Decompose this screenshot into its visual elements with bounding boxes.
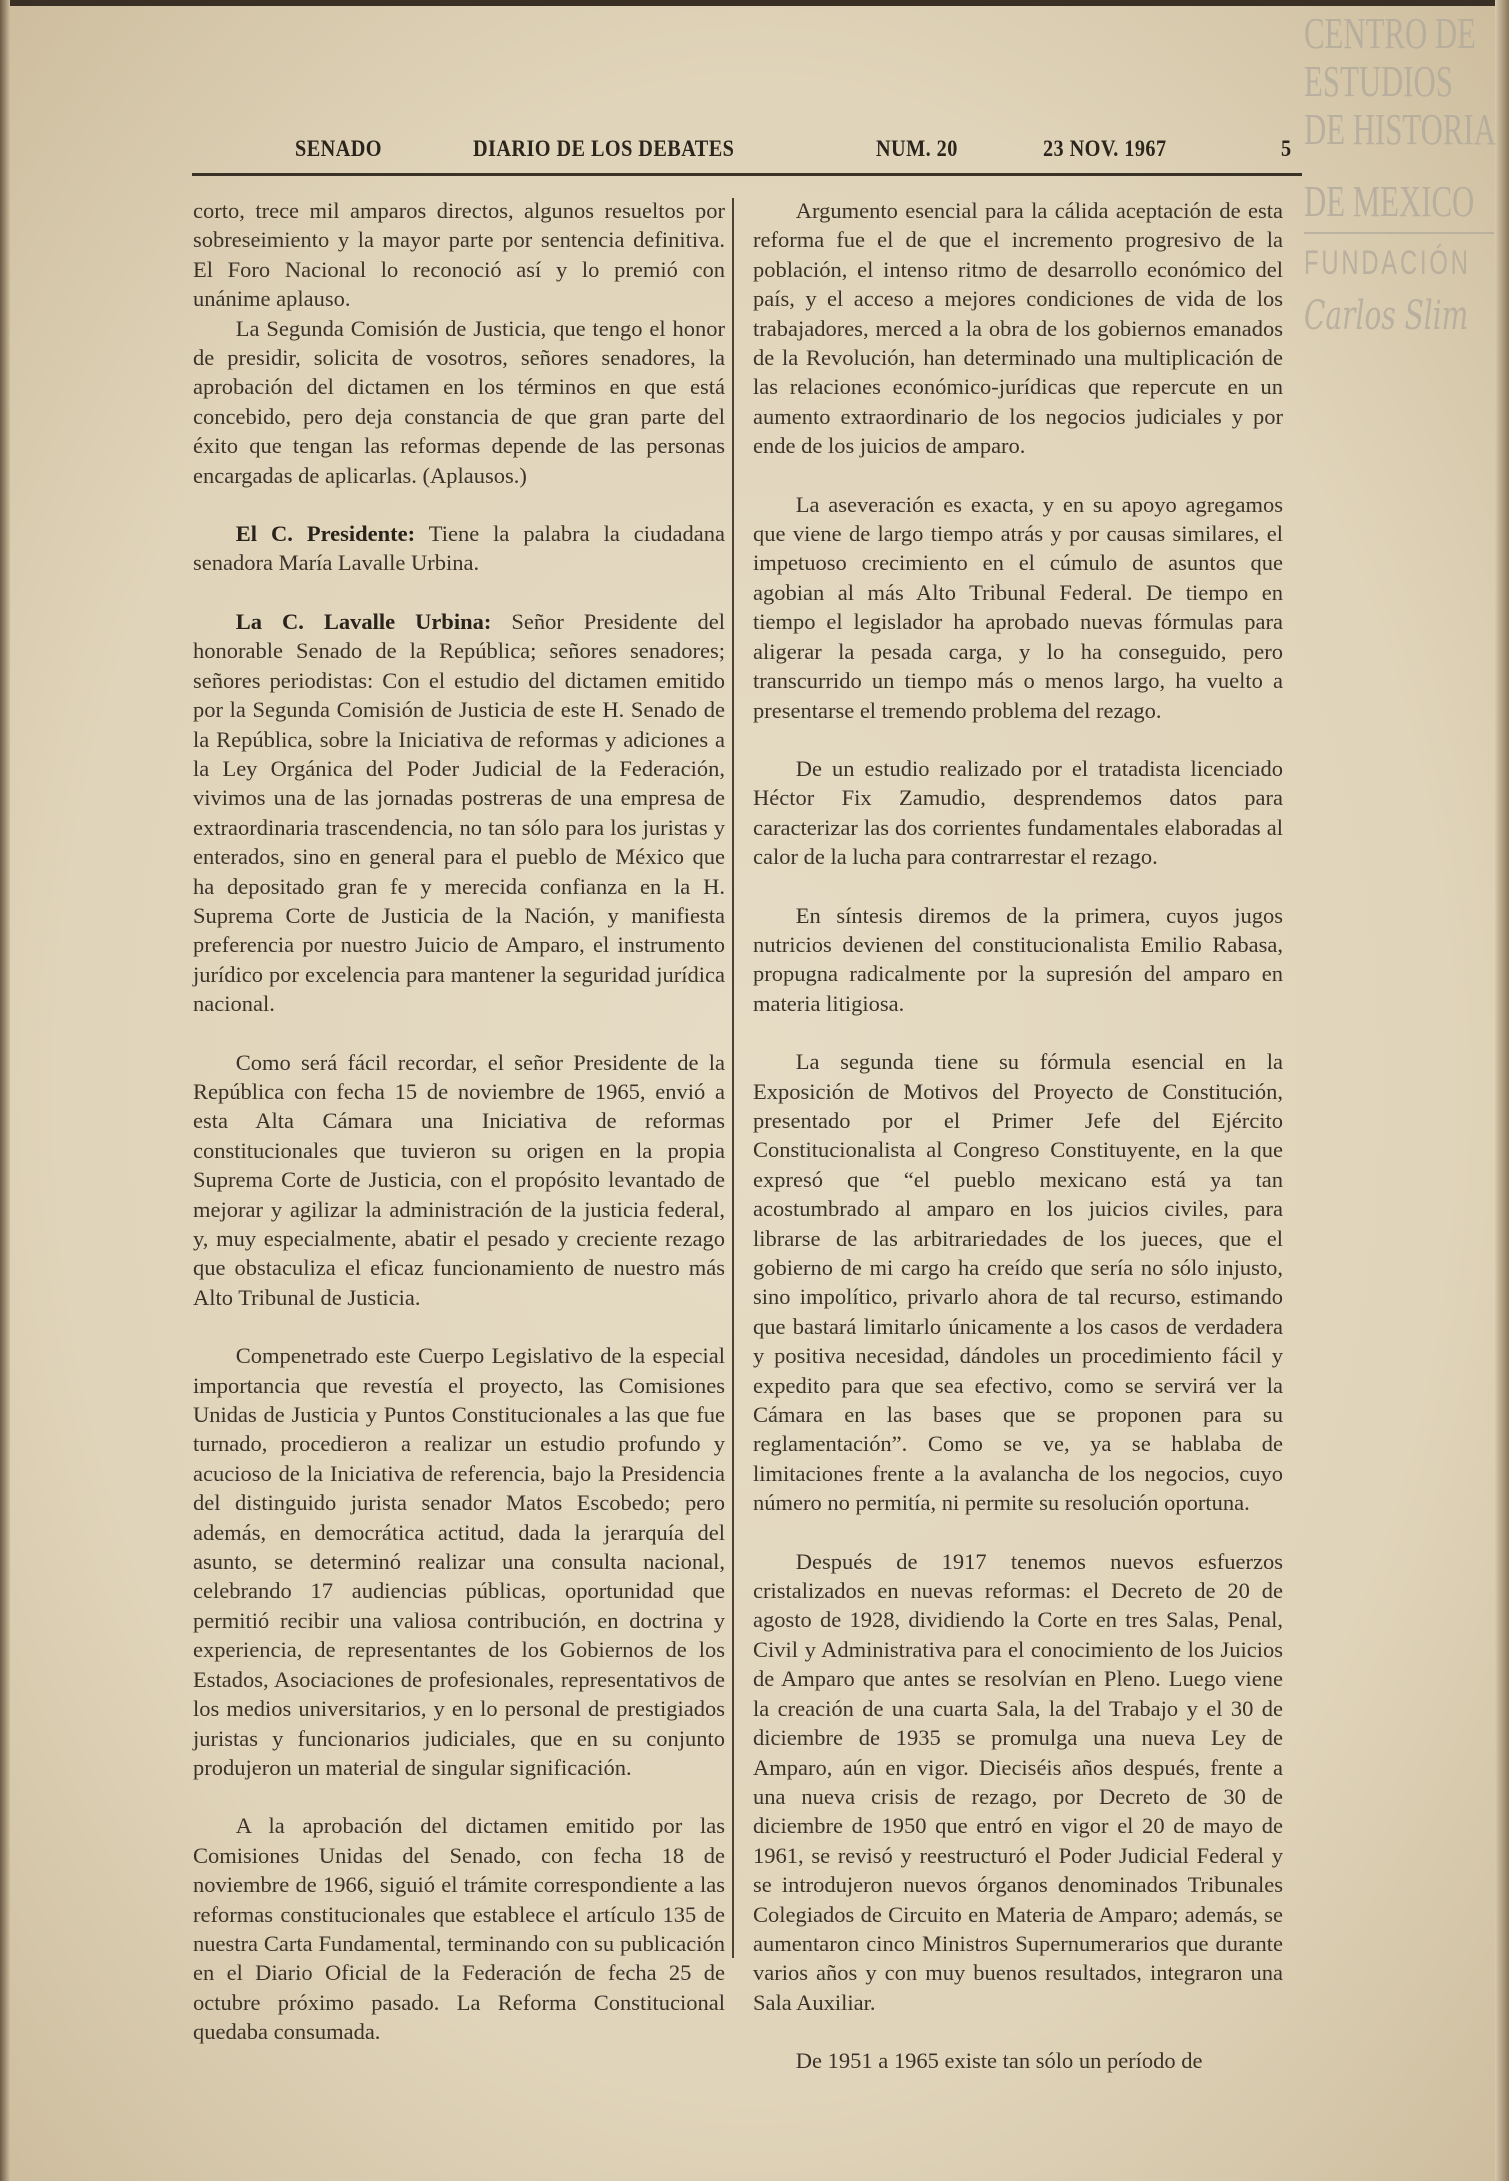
page-header — [0, 136, 1509, 170]
paragraph: Después de 1917 tenemos nuevos esfuerzos cristalizados en nuevas reformas: el Decreto de 20 de agosto de 1928, dividiendo la Corte en tres Salas, Penal, Civil y Administrativa para el conocimiento de los Juicios de Amparo que antes se resolvían en Pleno. Luego viene la creación de una cuarta Sala, la del Trabajo y el 30 de diciembre de 1935 se promulga una nueva Ley de Amparo, aún en vigor. Dieciséis años después, frente a una nueva crisis de rezago, por Decreto de 30 de diciembre de 1950 que entró en vigor el 20 de mayo de 1961, se revisó y reestructuró el Poder Judicial Federal y se introdujeron nuevos órganos denominados Tribunales Colegiados de Circuito en Materia de Amparo; además, se aumentaron cinco Ministros Supernumerarios que durante varios años y con muy buenos resultados, integraron una Sala Auxiliar. — [753, 1548, 1283, 2015]
watermark-line: DE HISTORIA — [1304, 105, 1496, 154]
paragraph: De un estudio realizado por el tratadista licenciado Héctor Fix Zamudio, desprendemos datos para caracterizar las dos corrientes fundamentales elaboradas al calor de la lucha para contrarrestar el rezago. — [753, 755, 1283, 870]
watermark-rule — [1304, 232, 1494, 234]
header-date: 23 NOV. 1967 — [1043, 136, 1167, 161]
page-edge-right — [1495, 0, 1509, 2181]
paragraph: Como será fácil recordar, el señor Presidente de la República con fecha 15 de noviembre de 1965, envió a esta Alta Cámara una Iniciativa de reformas constitucionales que tuvieron su origen en la propia Suprema Corte de Justicia, con el propósito levantado de mejorar y agilizar la administración de la justicia federal, y, muy especialmente, abatir el pesado y creciente rezago que obstaculiza el eficaz funcionamiento de nuestro más Alto Tribunal de Justicia. — [193, 1049, 725, 1310]
header-number: NUM. 20 — [876, 136, 958, 161]
watermark-line: CENTRO DE — [1304, 9, 1476, 58]
header-section: SENADO — [295, 136, 382, 161]
left-column — [193, 196, 725, 2076]
watermark-line: DE MEXICO — [1304, 177, 1475, 226]
header-publication: DIARIO DE LOS DEBATES — [473, 136, 735, 161]
paragraph: En síntesis diremos de la primera, cuyos jugos nutricios devienen del constitucionalista Emilio Rabasa, propugna radicalmente por la supresión del amparo en materia litigiosa. — [753, 902, 1283, 1016]
paragraph: La segunda tiene su fórmula esencial en la Exposición de Motivos del Proyecto de Constitución, presentado por el Primer Jefe del Ejército Constitucionalista al Congreso Constituyente, en la que expresó que “el pueblo mexicano está ya tan acostumbrado al amparo en los juicios civiles, para librarse de las arbitrariedades de los jueces, que el gobierno de mi cargo ha creído que sería no sólo injusto, sino impolítico, privarlo ahora de tal recurso, estimando que bastará limitarlo únicamente a los casos de verdadera y positiva necesidad, dándoles un procedimiento fácil y expedito para que sea efectivo, como se servirá ver la Cámara en las bases que se proponen para su reglamentación”. Como se ve, ya se hablaba de limitaciones frente a la avalancha de los negocios, cuyo número no permitía, ni permite su resolución oportuna. — [753, 1049, 1283, 1516]
watermark-line: ESTUDIOS — [1304, 57, 1453, 106]
speech-paragraph — [193, 607, 725, 1019]
page-edge-top — [0, 0, 1509, 6]
page-edge-left — [0, 0, 10, 2181]
paragraph: La Segunda Comisión de Justicia, que tengo el honor de presidir, solicita de vosotros, señores senadores, la aprobación del dictamen en los términos en que está concebido, pero deja constancia de que gran parte del éxito que tengan las reformas depende de las personas encargadas de aplicarlas. (Aplausos.) — [193, 315, 725, 488]
paragraph: A la aprobación del dictamen emitido por las Comisiones Unidas del Senado, con fecha 18 de noviembre de 1966, siguió el trámite correspondiente a las reformas constitucionales que establece el artículo 135 de nuestra Carta Fundamental, terminando con su publicación en el Diario Oficial de la Federación de fecha 25 de octubre próximo pasado. La Reforma Constitucional quedaba consumada. — [193, 1813, 725, 2045]
speaker-name: La C. Lavalle Urbina: — [235, 608, 492, 634]
column-divider — [732, 198, 734, 1958]
speaker-name: El C. Presidente: — [235, 521, 416, 547]
header-rule — [192, 173, 1302, 176]
speech-paragraph — [193, 519, 725, 578]
page-number: 5 — [1281, 136, 1292, 161]
speech-text: Tiene la palabra la ciudadana senadora María Lavalle Urbina. — [193, 521, 726, 576]
paragraph: De 1951 a 1965 existe tan sólo un período de — [795, 2048, 1203, 2074]
speech-text: Señor Presidente del honorable Senado de la República; señores senadores; señores periodistas: Con el estudio del dictamen emitido por la Segunda Comisión de Justicia de este H. Senado de la República, sobre la Iniciativa de reformas y adiciones a la Ley Orgánica del Poder Judicial de la Federación, vivimos una de las jornadas postreras de una empresa de extraordinaria trascendencia, no tan sólo para los juristas y enterados, sino en general para el pueblo de México que ha depositado gran fe y merecida confianza en la H. Suprema Corte de Justicia de la Nación, y manifiesta preferencia por nuestro Juicio de Amparo, el instrumento jurídico por excelencia para mantener la seguridad jurídica nacional. — [193, 608, 725, 1017]
paragraph: Compenetrado este Cuerpo Legislativo de la especial importancia que revestía el proyecto, las Comisiones Unidas de Justicia y Puntos Constitucionales a las que fue turnado, procedieron a realizar un estudio profundo y acucioso de la Iniciativa de referencia, bajo la Presidencia del distinguido jurista senador Matos Escobedo; pero además, en democrática actitud, dada la jerarquía del asunto, se determinó realizar una consulta nacional, celebrando 17 audiencias públicas, oportunidad que permitió recibir una valiosa contribución, en doctrina y experiencia, de representantes de los Gobiernos de los Estados, Asociaciones de profesionales, representativos de los medios universitarios, y en lo personal de prestigiados juristas y funcionarios judiciales, que en su conjunto produjeron un material de singular significación. — [193, 1343, 725, 1780]
paragraph: Argumento esencial para la cálida aceptación de esta reforma fue el de que el incremento progresivo de la población, el intenso ritmo de desarrollo económico del país, y el acceso a mejores condiciones de vida de los trabajadores, merced a la obra de los gobiernos emanados de la Revolución, han determinado una multiplicación de las relaciones económico-jurídicas que repercute en un aumento extraordinario de los negocios judiciales y por ende de los juicios de amparo. — [753, 198, 1283, 459]
paragraph: corto, trece mil amparos directos, algunos resueltos por sobreseimiento y la mayor parte por sentencia definitiva. El Foro Nacional lo reconoció así y lo premió con unánime aplauso. — [193, 198, 725, 312]
watermark-signature: Carlos Slim — [1304, 293, 1469, 339]
paragraph: La aseveración es exacta, y en su apoyo agregamos que viene de largo tiempo atrás y por causas similares, el impetuoso crecimiento en el cúmulo de asuntos que agobian al más Alto Tribunal Federal. De tiempo en tiempo el legislador ha aprobado nuevas fórmulas para aligerar la pesada carga, y lo ha conseguido, pero transcurrido un tiempo más o menos largo, ha vuelto a presentarse el tremendo problema del rezago. — [753, 491, 1283, 723]
right-column — [753, 196, 1283, 2105]
watermark-line: FUNDACIÓN — [1304, 244, 1471, 282]
